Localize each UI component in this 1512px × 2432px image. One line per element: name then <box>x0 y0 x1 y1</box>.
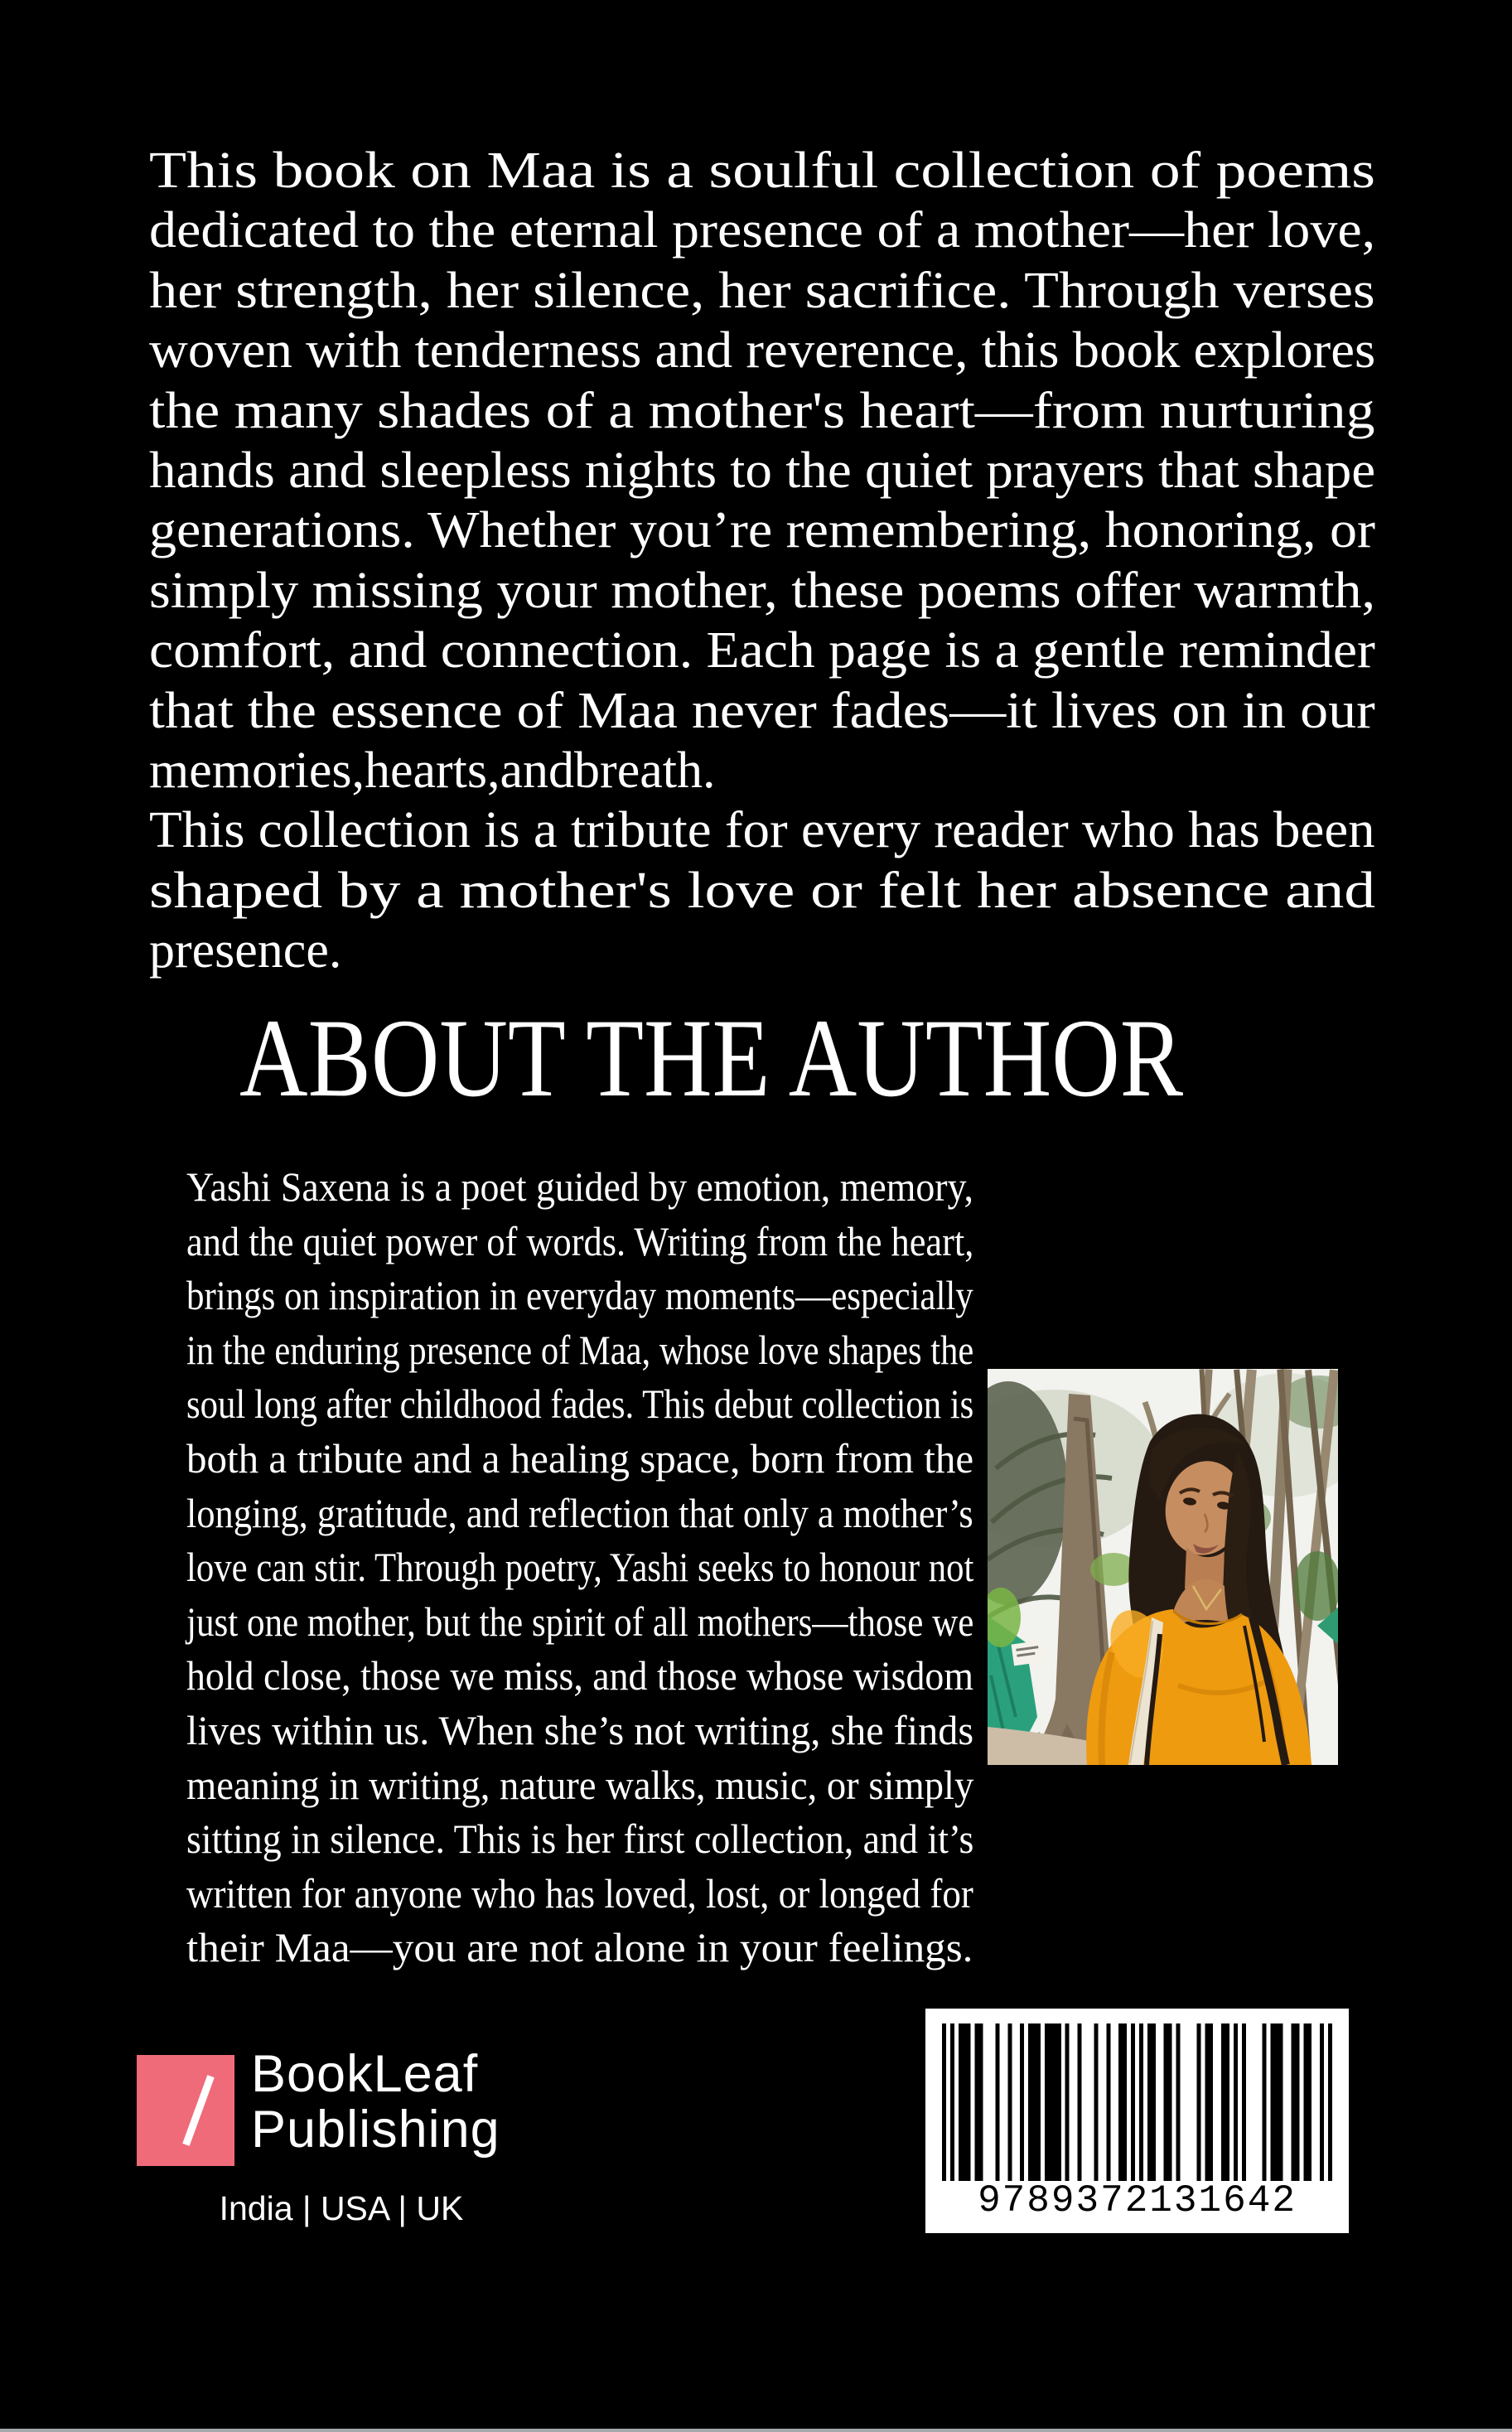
barcode-number: 9789372131642 <box>978 2179 1297 2222</box>
publisher-name-line1: BookLeaf <box>251 2045 479 2103</box>
isbn-barcode <box>925 2009 1349 2233</box>
blurb-paragraph-1: This book on Maa is a soulful collection of poems dedicated to the eternal presence of a mother—her love, her strength, her silence, her sacrifice. Through verses woven with tenderness and reverence, this book explores the many shades of a mother's heart—from nurturing hands and sleepless nights to the quiet prayers that shape generations. Whether you’re remembering, honoring, or simply missing your mother, these poems offer warmth, comfort, and connection. Each page is a gentle reminder that the essence of Maa never fades—it lives on in our memories,hearts,andbreath. <box>149 143 1376 800</box>
publisher-logo-slash-icon <box>182 2075 215 2146</box>
blurb <box>149 141 1375 981</box>
about-the-author-heading: ABOUT THE AUTHOR <box>239 997 1184 1120</box>
author-photo <box>988 1369 1338 1765</box>
publisher-name <box>251 2047 500 2158</box>
author-bio: Yashi Saxena is a poet guided by emotion, memory, and the quiet power of words. Writing from the heart, brings on inspiration in everyday moments—especially in the enduring presence of Maa, whose love shapes the soul long after childhood fades. This debut collection is both a tribute and a healing space, born from the longing, gratitude, and reflection that only a mother’s love can stir. Through poetry, Yashi seeks to honour not just one mother, but the spirit of all mothers—those we hold close, those we miss, and those whose wisdom lives within us. When she’s not writing, she finds meaning in writing, nature walks, music, or simply sitting in silence. This is her first collection, and it’s written for anyone who has loved, lost, or longed for their Maa—you are not alone in your feelings. <box>186 1163 974 1971</box>
publisher-regions: India | USA | UK <box>219 2189 464 2227</box>
blurb-paragraph-2: This collection is a tribute for every reader who has been shaped by a mother's love or felt her absence and presence. <box>149 802 1375 979</box>
scan-edge-artifact <box>0 2429 1512 2432</box>
publisher-name-line2: Publishing <box>251 2101 500 2159</box>
publisher-logo <box>137 2055 234 2166</box>
author-photo-graphic <box>988 1369 1338 1765</box>
barcode-bars <box>942 2023 1332 2181</box>
